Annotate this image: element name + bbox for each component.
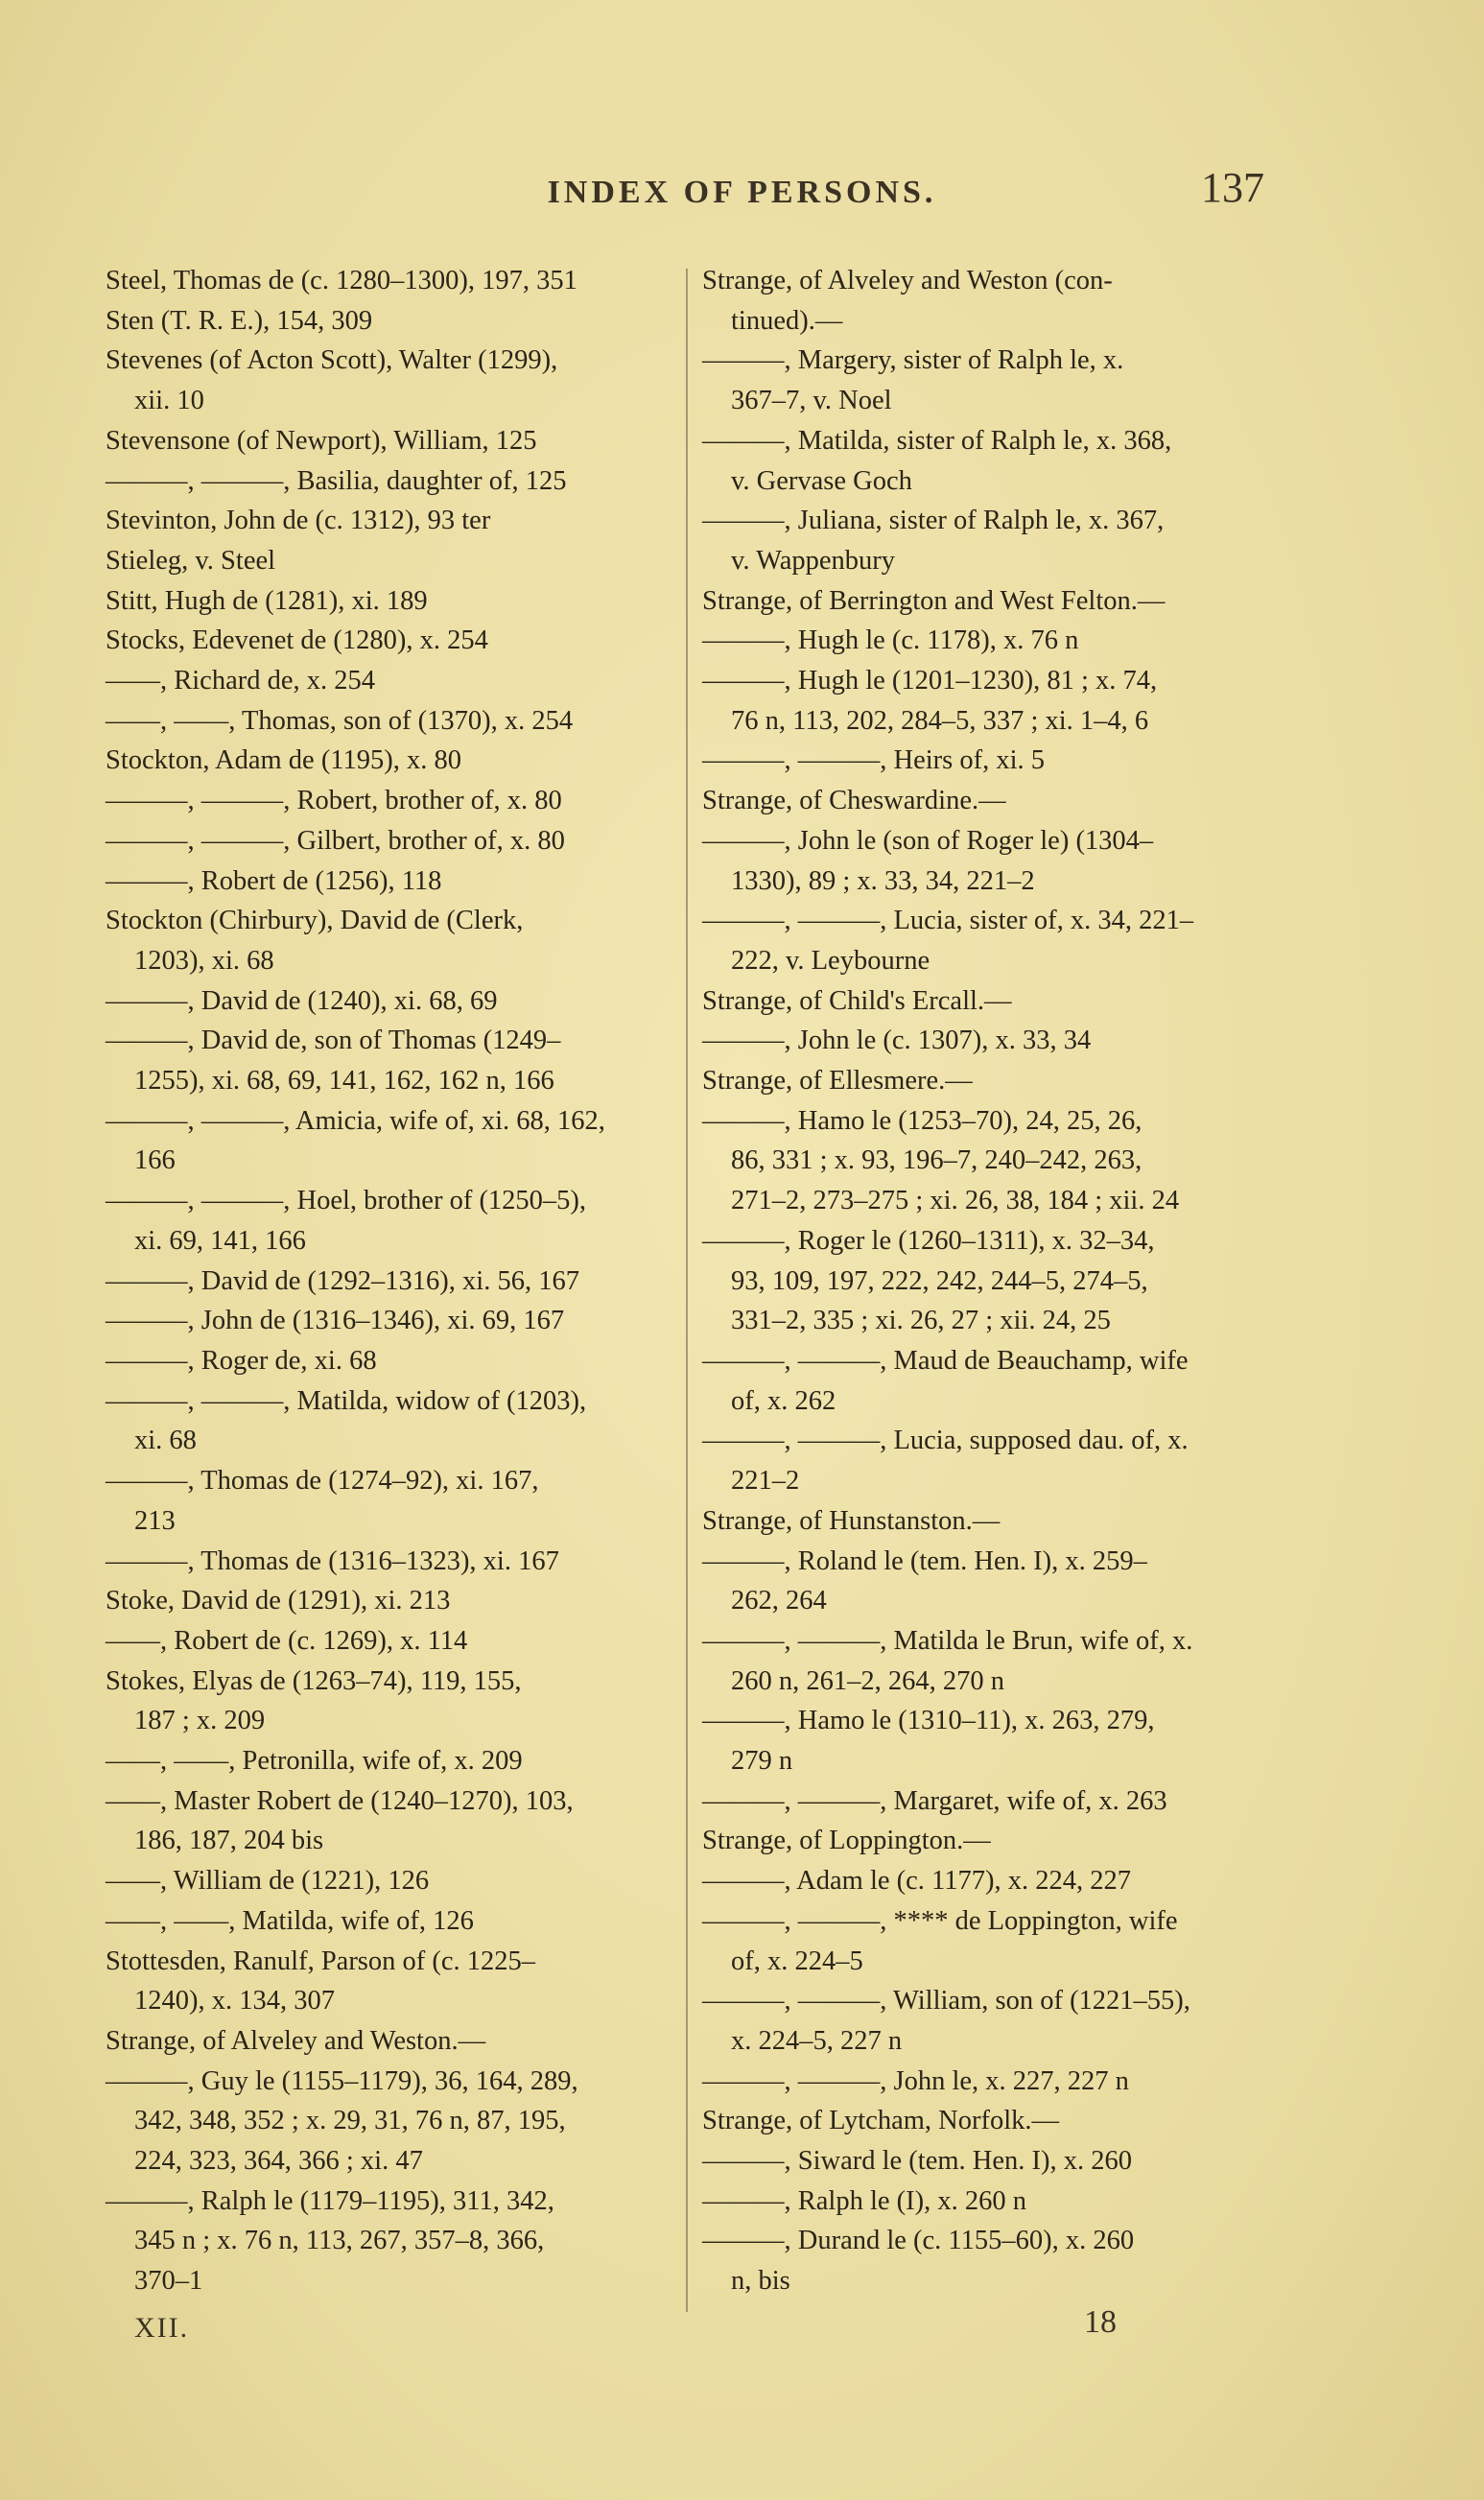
index-line: ———, Thomas de (1274–92), xi. 167, <box>106 1466 539 1497</box>
index-line: 331–2, 335 ; xi. 26, 27 ; xii. 24, 25 <box>731 1306 1111 1336</box>
index-line: Strange, of Lytcham, Norfolk.— <box>702 2106 1060 2136</box>
index-line: Strange, of Child's Ercall.— <box>702 985 1012 1016</box>
index-line: ———, Matilda, sister of Ralph le, x. 368, <box>702 425 1172 456</box>
index-column-left <box>106 261 671 2301</box>
index-line: ———, ———, Basilia, daughter of, 125 <box>106 465 567 496</box>
index-line: ——, ——, Thomas, son of (1370), x. 254 <box>106 705 574 736</box>
index-line: 367–7, v. Noel <box>731 386 892 416</box>
index-line: ———, Juliana, sister of Ralph le, x. 367, <box>702 506 1165 536</box>
index-line: 86, 331 ; x. 93, 196–7, 240–242, 263, <box>731 1145 1142 1176</box>
index-line: 271–2, 273–275 ; xi. 26, 38, 184 ; xii. 24 <box>731 1186 1180 1216</box>
index-line: ———, Roger de, xi. 68 <box>106 1345 377 1376</box>
index-line: 279 n <box>731 1746 793 1777</box>
index-line: 224, 323, 364, 366 ; xi. 47 <box>134 2146 423 2177</box>
index-line: ———, Margery, sister of Ralph le, x. <box>702 345 1124 376</box>
index-line: Stockton (Chirbury), David de (Clerk, <box>106 906 524 936</box>
index-line: 166 <box>134 1145 176 1176</box>
page-number: 137 <box>1201 164 1264 211</box>
index-line: 186, 187, 204 bis <box>134 1826 324 1856</box>
index-line: 1330), 89 ; x. 33, 34, 221–2 <box>731 865 1035 896</box>
index-line: Stevinton, John de (c. 1312), 93 ter <box>106 506 491 536</box>
index-line: 345 n ; x. 76 n, 113, 267, 357–8, 366, <box>134 2226 545 2256</box>
index-line: ———, Robert de (1256), 118 <box>106 865 442 896</box>
index-line: ——, ——, Petronilla, wife of, x. 209 <box>106 1746 523 1777</box>
volume-mark: XII. <box>134 2312 190 2344</box>
index-line: 213 <box>134 1505 176 1536</box>
index-line: ———, ———, **** de Loppington, wife <box>702 1905 1178 1936</box>
index-line: 222, v. Leybourne <box>731 945 930 976</box>
index-line: ——, ——, Matilda, wife of, 126 <box>106 1905 474 1936</box>
index-line: xii. 10 <box>134 386 204 416</box>
index-line: Stoke, David de (1291), xi. 213 <box>106 1586 451 1616</box>
index-line: Stottesden, Ranulf, Parson of (c. 1225– <box>106 1946 536 1976</box>
index-column-right <box>702 261 1278 2301</box>
index-line: 76 n, 113, 202, 284–5, 337 ; xi. 1–4, 6 <box>731 705 1149 736</box>
index-line: ———, David de (1240), xi. 68, 69 <box>106 985 498 1016</box>
index-line: ——, Robert de (c. 1269), x. 114 <box>106 1625 468 1656</box>
index-line: ———, Roland le (tem. Hen. I), x. 259– <box>702 1545 1147 1576</box>
index-line: ———, ———, John le, x. 227, 227 n <box>702 2065 1129 2096</box>
index-line: xi. 68 <box>134 1426 197 1456</box>
index-line: Sten (T. R. E.), 154, 309 <box>106 305 373 336</box>
index-line: Strange, of Alveley and Weston (con- <box>702 266 1113 295</box>
index-line: Stitt, Hugh de (1281), xi. 189 <box>106 585 428 616</box>
index-line: ———, Ralph le (1179–1195), 311, 342, <box>106 2185 554 2216</box>
index-line: ———, John de (1316–1346), xi. 69, 167 <box>106 1306 565 1336</box>
index-line: ———, ———, Robert, brother of, x. 80 <box>106 786 562 816</box>
index-line: 1240), x. 134, 307 <box>134 1986 335 2017</box>
index-line: ———, David de (1292–1316), xi. 56, 167 <box>106 1265 579 1296</box>
index-line: ———, Hugh le (1201–1230), 81 ; x. 74, <box>702 666 1158 696</box>
index-line: Strange, of Ellesmere.— <box>702 1066 973 1097</box>
index-line: ———, ———, William, son of (1221–55), <box>702 1986 1190 2017</box>
index-line: ——, Richard de, x. 254 <box>106 666 375 696</box>
index-line: Strange, of Hunstanston.— <box>702 1505 1001 1536</box>
index-line: 187 ; x. 209 <box>134 1706 266 1736</box>
index-line: ———, ———, Matilda le Brun, wife of, x. <box>702 1625 1193 1656</box>
index-line: Strange, of Cheswardine.— <box>702 786 1006 816</box>
index-line: of, x. 224–5 <box>731 1946 863 1976</box>
index-line: Steel, Thomas de (c. 1280–1300), 197, 351 <box>106 266 577 295</box>
index-line: ———, ———, Amicia, wife of, xi. 68, 162, <box>106 1105 605 1136</box>
index-line: Strange, of Berrington and West Felton.— <box>702 585 1166 616</box>
index-line: ———, ———, Hoel, brother of (1250–5), <box>106 1186 587 1216</box>
index-line: x. 224–5, 227 n <box>731 2025 903 2056</box>
index-line: v. Gervase Goch <box>731 465 912 496</box>
index-line: ———, ———, Gilbert, brother of, x. 80 <box>106 825 565 856</box>
index-line: ———, Hugh le (c. 1178), x. 76 n <box>702 625 1079 656</box>
index-line: ——, Master Robert de (1240–1270), 103, <box>106 1785 574 1816</box>
index-line: ———, John le (son of Roger le) (1304– <box>702 825 1154 856</box>
index-line: v. Wappenbury <box>731 545 896 576</box>
index-line: ———, ———, Heirs of, xi. 5 <box>702 745 1046 776</box>
index-line: Stevenes (of Acton Scott), Walter (1299), <box>106 345 558 376</box>
index-line: 370–1 <box>134 2266 203 2297</box>
index-line: 262, 264 <box>731 1586 827 1616</box>
index-line: ———, Adam le (c. 1177), x. 224, 227 <box>702 1866 1131 1897</box>
index-line: ———, John le (c. 1307), x. 33, 34 <box>702 1026 1092 1056</box>
signature-mark: 18 <box>1084 2304 1117 2340</box>
index-line: ———, ———, Lucia, sister of, x. 34, 221– <box>702 906 1194 936</box>
index-line: Strange, of Loppington.— <box>702 1826 991 1856</box>
index-line: ———, Guy le (1155–1179), 36, 164, 289, <box>106 2065 578 2096</box>
index-line: ———, ———, Matilda, widow of (1203), <box>106 1385 587 1416</box>
index-line: Strange, of Alveley and Weston.— <box>106 2025 486 2056</box>
index-line: ———, David de, son of Thomas (1249– <box>106 1026 561 1056</box>
index-line: 1203), xi. 68 <box>134 945 274 976</box>
index-line: 342, 348, 352 ; x. 29, 31, 76 n, 87, 195, <box>134 2106 566 2136</box>
running-head: INDEX OF PERSONS. <box>547 175 937 210</box>
index-line: Stieleg, v. Steel <box>106 545 276 576</box>
index-line: ———, Ralph le (I), x. 260 n <box>702 2185 1026 2216</box>
column-divider <box>686 269 688 2312</box>
index-line: 260 n, 261–2, 264, 270 n <box>731 1665 1004 1696</box>
index-line: ———, ———, Maud de Beauchamp, wife <box>702 1345 1189 1376</box>
index-line: ———, Siward le (tem. Hen. I), x. 260 <box>702 2146 1132 2177</box>
index-line: ———, Thomas de (1316–1323), xi. 167 <box>106 1545 559 1576</box>
index-line: ———, Roger le (1260–1311), x. 32–34, <box>702 1225 1155 1256</box>
index-line: n, bis <box>731 2266 790 2297</box>
index-line: ———, ———, Margaret, wife of, x. 263 <box>702 1785 1167 1816</box>
index-line: Stokes, Elyas de (1263–74), 119, 155, <box>106 1665 522 1696</box>
index-line: Stockton, Adam de (1195), x. 80 <box>106 745 461 776</box>
index-line: ———, Hamo le (1253–70), 24, 25, 26, <box>702 1105 1142 1136</box>
index-line: xi. 69, 141, 166 <box>134 1225 306 1256</box>
index-line: ———, Hamo le (1310–11), x. 263, 279, <box>702 1706 1155 1736</box>
index-line: 221–2 <box>731 1466 800 1497</box>
index-line: ———, Durand le (c. 1155–60), x. 260 <box>702 2226 1135 2256</box>
index-line: Stocks, Edevenet de (1280), x. 254 <box>106 625 488 656</box>
index-line: ———, ———, Lucia, supposed dau. of, x. <box>702 1426 1189 1456</box>
index-line: tinued).— <box>731 305 843 336</box>
index-line: of, x. 262 <box>731 1385 836 1416</box>
index-line: Stevensone (of Newport), William, 125 <box>106 425 537 456</box>
index-line: 1255), xi. 68, 69, 141, 162, 162 n, 166 <box>134 1066 554 1097</box>
index-line: ——, William de (1221), 126 <box>106 1866 430 1897</box>
index-line: 93, 109, 197, 222, 242, 244–5, 274–5, <box>731 1265 1148 1296</box>
